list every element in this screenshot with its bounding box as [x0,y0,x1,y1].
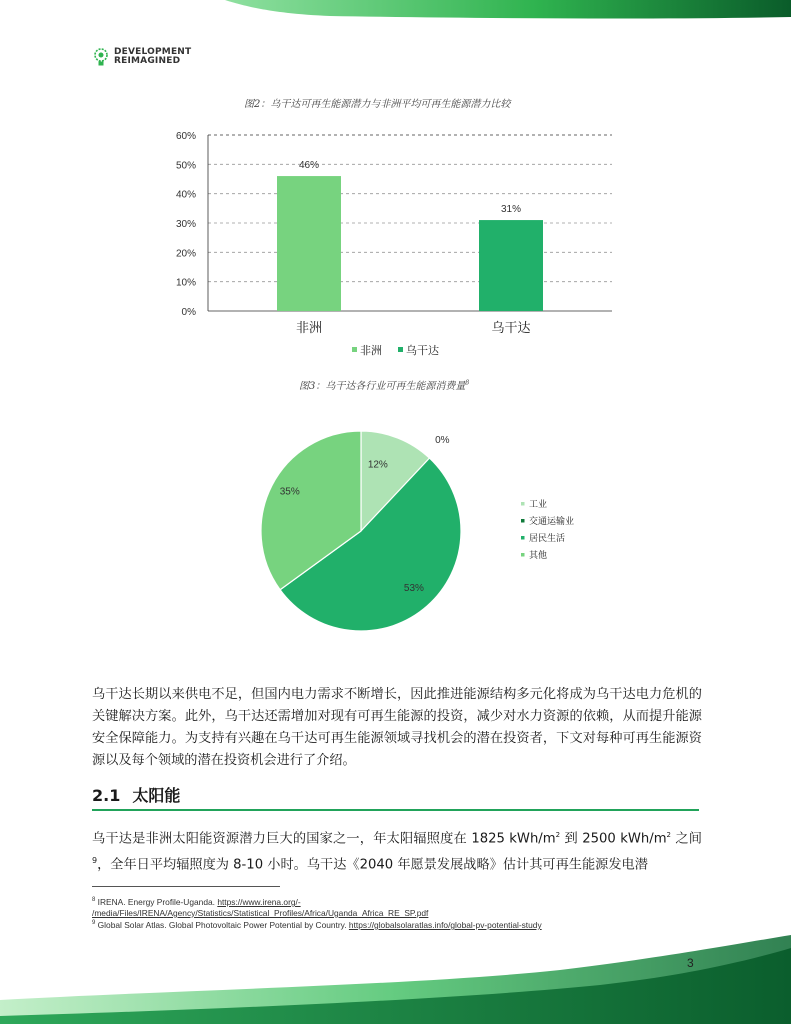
page-number: 3 [687,956,694,970]
p2-part3: 之间 [671,831,702,847]
lightbulb-icon [92,47,110,67]
legend-label: 工业 [529,499,548,509]
p2-part1: 乌干达是非洲太阳能资源潜力巨大的国家之一，年太阳辐照度在 1825 kWh/m [92,831,556,847]
p2-sup2: 2 [666,831,672,839]
figure3-caption [299,377,469,392]
section-rule [92,809,699,811]
footnote-8-link-cont[interactable]: /media/Files/IRENA/Agency/Statistics/Statistical_Profiles/Africa/Uganda_Africa_RE_SP.pdf [92,907,429,918]
x-tick-label: 乌干达 [491,320,531,335]
figure3-caption-text: 图3：乌干达各行业可再生能源消费量 [299,381,466,392]
legend-swatch [398,347,403,352]
legend-label: 乌干达 [406,345,439,357]
legend-swatch [521,553,525,557]
y-tick-label: 40% [175,189,196,201]
brand-logo [92,47,191,67]
bar [277,176,341,311]
body-paragraph-2 [92,824,702,877]
section-heading [92,783,180,806]
figure2-caption: 图2：乌干达可再生能源潜力与非洲平均可再生能源潜力比较 [244,99,511,110]
y-tick-label: 30% [175,219,196,230]
bar-data-label: 46% [298,160,320,172]
figure3-caption-ref: 8 [465,379,470,387]
brand-line2: REIMAGINED [114,56,181,66]
y-tick-label: 50% [175,160,196,172]
footnote-9-num: 9 [92,920,96,926]
legend-label: 交通运输业 [529,516,575,526]
legend-label: 居民生活 [529,533,566,543]
legend-label: 其他 [529,550,548,560]
pie-data-label: 12% [367,459,388,471]
x-tick-label: 非洲 [295,320,323,335]
legend-swatch [352,347,357,352]
bar [479,220,543,311]
legend-swatch [521,519,525,523]
legend-swatch [521,536,525,540]
pie-data-label: 53% [403,583,424,595]
y-tick-label: 0% [181,307,196,318]
legend-label: 非洲 [360,345,382,357]
p2-part4: ，全年日平均辐照度为 8-10 小时。乌干达《2040 年愿景发展战略》估计其可再生能源发电潜 [97,857,648,873]
footnote-8-num: 8 [92,897,96,903]
p2-part2: 到 2500 kWh/m [560,831,667,847]
brand-line1: DEVELOPMENT [114,47,192,57]
pie-chart [240,420,620,650]
p2-sup1: 2 [555,831,561,839]
footnote-8-link[interactable]: https://www.irena.org/- [217,896,301,907]
y-tick-label: 10% [175,277,196,289]
footnote-9 [92,918,542,931]
footnote-8 [92,895,428,919]
bar-data-label: 31% [500,204,522,216]
section-number: 2.1 [92,786,121,805]
y-tick-label: 60% [175,131,196,142]
footnote-9-link[interactable]: https://globalsolaratlas.info/global-pv-potential-study [348,919,542,930]
y-tick-label: 20% [175,248,196,260]
body-paragraph-1: 乌干达长期以来供电不足，但国内电力需求不断增长，因此推进能源结构多元化将成为乌干达电力危机的关键解决方案。此外，乌干达还需增加对现有可再生能源的投资，减少对水力资源的依赖，从而提升能源安全保障能力。为支持有兴趣在乌干达可再生能源领域寻找机会的潜在投资者，下文对每种可再生能源资源以及每个领域的潜在投资机会进行了介绍。 [92,687,702,768]
p2-ref: 9 [92,856,98,866]
section-title: 太阳能 [132,786,181,805]
footnote-rule [92,886,280,887]
bar-chart [150,120,630,370]
legend-swatch [521,502,525,506]
footnote-9-text: Global Solar Atlas. Global Photovoltaic Power Potential by Country. [95,919,349,930]
header-wave [0,0,791,30]
footnote-8-text: IRENA. Energy Profile-Uganda. [95,896,218,907]
pie-data-label: 0% [435,434,450,446]
footer-wave [0,930,791,1024]
pie-data-label: 35% [279,486,300,498]
